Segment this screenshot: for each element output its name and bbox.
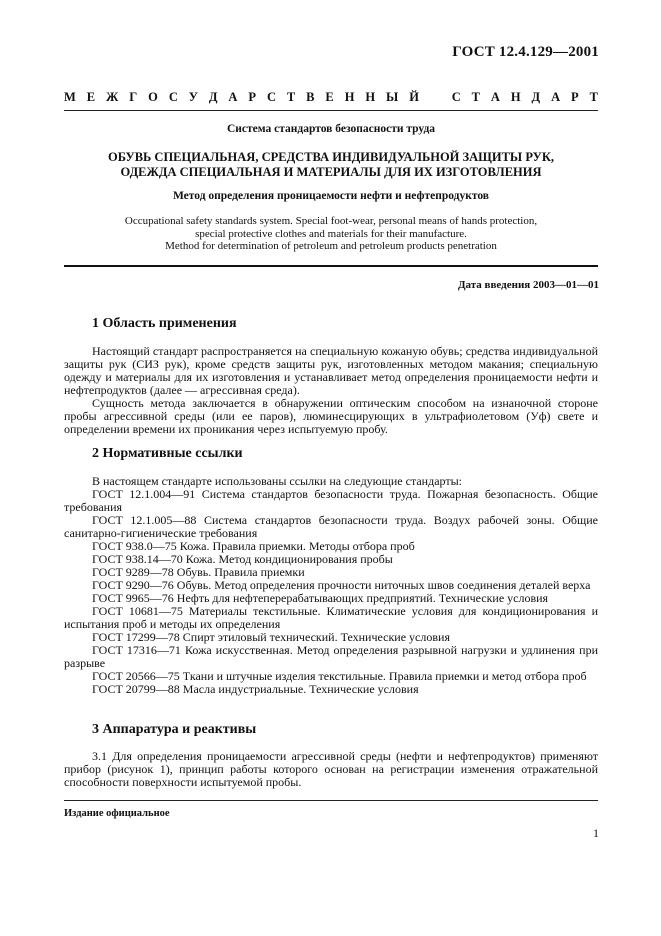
heading-letter: Н <box>344 90 355 104</box>
reference-item: ГОСТ 9289—78 Обувь. Правила приемки <box>92 565 305 579</box>
heading-letter: Т <box>471 90 480 104</box>
heading-letter: Н <box>510 90 521 104</box>
method-title: Метод определения проницаемости нефти и нефтепродуктов <box>172 190 490 202</box>
heading-letter: Е <box>86 90 96 104</box>
reference-item: ГОСТ 17299—78 Спирт этиловый технический. Технические условия <box>92 630 450 644</box>
standard-type-heading <box>64 90 598 105</box>
paragraph: Сущность метода заключается в обнаружении оптическим способом на изнаночной стороне пробы агрессивной среды (или ее паров), люминесцирующих в ультрафиолетовом (Уф) свете и определении времени их проникания через испытуемую пробу. <box>64 396 598 436</box>
heading-letter: С <box>451 90 461 104</box>
english-title-line-3: Method for determination of petroleum and petroleum products penetration <box>165 240 497 252</box>
heading-letter: А <box>228 90 238 104</box>
heading-letter: С <box>266 90 276 104</box>
heading-letter: М <box>64 90 76 104</box>
introduction-date: Дата введения 2003—01—01 <box>457 279 599 291</box>
heading-letter: Й <box>409 90 419 104</box>
english-title <box>64 215 598 253</box>
heading-letter: Е <box>325 90 334 104</box>
references-list <box>64 475 598 696</box>
heading-letter: Т <box>286 90 296 104</box>
reference-item: ГОСТ 20799—88 Масла индустриальные. Технические условия <box>92 682 419 696</box>
reference-item: ГОСТ 9965—76 Нефть для нефтеперерабатывающих предприятий. Технические условия <box>92 591 549 605</box>
page-number: 1 <box>593 826 599 840</box>
heading-letter: Р <box>248 90 257 104</box>
heading-letter: Т <box>589 90 598 104</box>
english-title-line-2: special protective clothes and materials for their manufacture. <box>195 227 467 240</box>
heading-letter: С <box>168 90 178 104</box>
heading-letter: Р <box>571 90 579 104</box>
section-3-body <box>64 750 598 789</box>
heading-letter: Н <box>365 90 376 104</box>
heading-letter: А <box>490 90 500 104</box>
heading-letter: Г <box>129 90 138 104</box>
reference-item: ГОСТ 10681—75 Материалы текстильные. Климатические условия для кондиционирования и испытания проб и методы их определения <box>64 604 598 631</box>
document-title <box>64 150 598 180</box>
reference-item: ГОСТ 9290—76 Обувь. Метод определения прочности ниточных швов соединения деталей верха <box>92 578 591 592</box>
heading-letter: Д <box>531 90 541 104</box>
heading-letter: Д <box>208 90 218 104</box>
document-title-line-2: ОДЕЖДА СПЕЦИАЛЬНАЯ И МАТЕРИАЛЫ ДЛЯ ИХ ИЗГОТОВЛЕНИЯ <box>120 165 542 179</box>
standard-code: ГОСТ 12.4.129—2001 <box>452 44 599 60</box>
section-1-heading: 1 Область применения <box>92 316 237 331</box>
title-rule <box>64 265 598 267</box>
footer-rule <box>64 800 598 801</box>
paragraph: Настоящий стандарт распространяется на специальную кожаную обувь; средства индивидуальной защиты рук (СИЗ рук), кроме средств защиты рук, изготовленных методом макания; специальную одежду и материалы для их изготовления и устанавливает метод определения проницаемости нефти и нефтепродуктов (далее — агрессивная среда). <box>64 344 598 397</box>
references-intro: В настоящем стандарте использованы ссылки на следующие стандарты: <box>92 474 463 488</box>
section-2-heading: 2 Нормативные ссылки <box>92 446 243 461</box>
official-edition-label: Издание официальное <box>64 808 170 819</box>
heading-letter: Ж <box>106 90 119 104</box>
reference-item: ГОСТ 20566—75 Ткани и штучные изделия текстильные. Правила приемки и метод отбора проб <box>92 669 587 683</box>
reference-item: ГОСТ 938.0—75 Кожа. Правила приемки. Методы отбора проб <box>92 539 415 553</box>
document-title-line-1: ОБУВЬ СПЕЦИАЛЬНАЯ, СРЕДСТВА ИНДИВИДУАЛЬНОЙ ЗАЩИТЫ РУК, <box>107 150 555 164</box>
paragraph: 3.1 Для определения проницаемости агрессивной среды (нефти и нефтепродуктов) применяют прибор (рисунок 1), принцип работы которого основан на регистрации изменения отражательной способности поверхности испытуемой пробы. <box>64 749 598 789</box>
heading-letter: В <box>306 90 315 104</box>
heading-letter: А <box>551 90 561 104</box>
section-3-heading: 3 Аппаратура и реактивы <box>92 722 257 737</box>
heading-letter: О <box>148 90 158 104</box>
series-title: Система стандартов безопасности труда <box>226 123 436 135</box>
reference-item: ГОСТ 938.14—70 Кожа. Метод кондиционирования пробы <box>92 552 393 566</box>
section-1-body <box>64 345 598 436</box>
heading-letter: У <box>188 90 198 104</box>
header-rule <box>64 110 598 111</box>
reference-item: ГОСТ 12.1.005—88 Система стандартов безопасности труда. Воздух рабочей зоны. Общие санитарно-гигиенические требования <box>64 513 598 540</box>
reference-item: ГОСТ 12.1.004—91 Система стандартов безопасности труда. Пожарная безопасность. Общие требования <box>64 487 598 514</box>
heading-letter: Ы <box>386 90 399 104</box>
english-title-line-1: Occupational safety standards system. Special foot-wear, personal means of hands protection, <box>124 215 538 227</box>
reference-item: ГОСТ 17316—71 Кожа искусственная. Метод определения разрывной нагрузки и удлинения при разрыве <box>64 643 598 670</box>
